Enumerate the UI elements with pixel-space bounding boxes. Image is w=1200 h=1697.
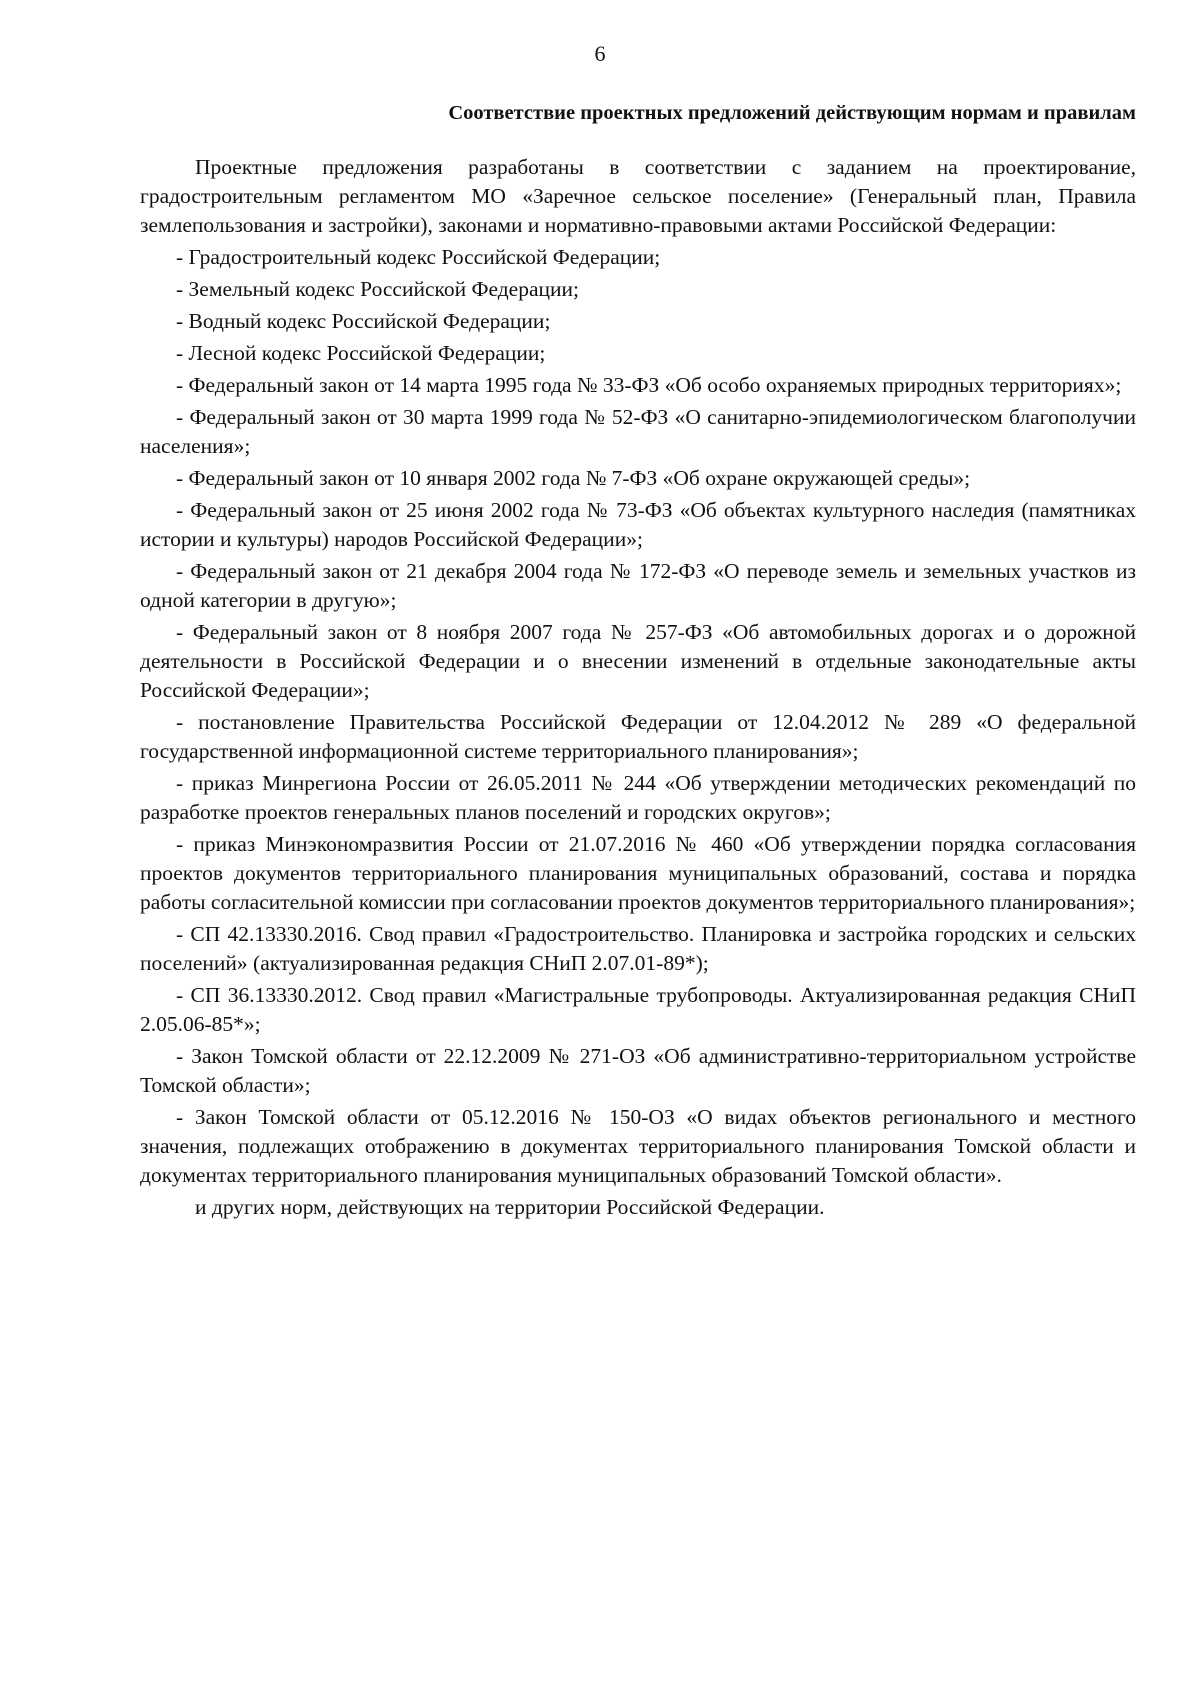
- list-item: - постановление Правительства Российской Федерации от 12.04.2012 № 289 «О федеральной государственной информационной системе территориального планирования»;: [140, 710, 1136, 763]
- list-item: - СП 36.13330.2012. Свод правил «Магистральные трубопроводы. Актуализированная редакция СНиП 2.05.06-85*»;: [140, 983, 1136, 1036]
- list-item: - Федеральный закон от 25 июня 2002 года № 73-ФЗ «Об объектах культурного наследия (памятниках истории и культуры) народов Российской Федерации»;: [140, 498, 1136, 551]
- list-item: - Федеральный закон от 10 января 2002 года № 7-ФЗ «Об охране окружающей среды»;: [176, 466, 971, 490]
- list-item: - СП 42.13330.2016. Свод правил «Градостроительство. Планировка и застройка городских и сельских поселений» (актуализированная редакция СНиП 2.07.01-89*);: [140, 922, 1136, 975]
- intro-paragraph: Проектные предложения разработаны в соответствии с заданием на проектирование, градостроительным регламентом МО «Заречное сельское поселение» (Генеральный план, Правила землепользования и застройки), законами и нормативно-правовыми актами Российской Федерации:: [140, 155, 1136, 237]
- legal-acts-list: [140, 240, 1136, 1190]
- list-item: - Земельный кодекс Российской Федерации;: [176, 277, 579, 301]
- list-item: - Градостроительный кодекс Российской Федерации;: [176, 245, 661, 269]
- document-body: [140, 153, 1136, 1222]
- list-item: - приказ Минрегиона России от 26.05.2011 № 244 «Об утверждении методических рекомендаций по разработке проектов генеральных планов поселений и городских округов»;: [140, 771, 1136, 824]
- list-item: - Федеральный закон от 8 ноября 2007 года № 257-ФЗ «Об автомобильных дорогах и о дорожной деятельности в Российской Федерации и о внесении изменений в отдельные законодательные акты Российской Федерации»;: [140, 620, 1136, 702]
- closing-paragraph: и других норм, действующих на территории Российской Федерации.: [195, 1195, 825, 1219]
- list-item: - Лесной кодекс Российской Федерации;: [176, 341, 546, 365]
- list-item: - Водный кодекс Российской Федерации;: [176, 309, 551, 333]
- list-item: - приказ Минэкономразвития России от 21.07.2016 № 460 «Об утверждении порядка согласования проектов документов территориального планирования муниципальных образований, состава и порядка работы согласительной комиссии при согласовании проектов документов территориального планирования»;: [140, 832, 1136, 914]
- page-number: 6: [594, 41, 606, 66]
- list-item: - Федеральный закон от 14 марта 1995 года № 33-ФЗ «Об особо охраняемых природных территориях»;: [176, 373, 1122, 397]
- section-title: Соответствие проектных предложений действующим нормам и правилам: [448, 102, 1136, 124]
- list-item: - Закон Томской области от 05.12.2016 № 150-ОЗ «О видах объектов регионального и местного значения, подлежащих отображению в документах территориального планирования Томской области и документах территориального планирования муниципальных образований Томской области».: [140, 1105, 1136, 1187]
- list-item: - Закон Томской области от 22.12.2009 № 271-ОЗ «Об административно-территориальном устройстве Томской области»;: [140, 1044, 1136, 1097]
- list-item: - Федеральный закон от 30 марта 1999 года № 52-ФЗ «О санитарно-эпидемиологическом благополучии населения»;: [140, 405, 1136, 458]
- list-item: - Федеральный закон от 21 декабря 2004 года № 172-ФЗ «О переводе земель и земельных участков из одной категории в другую»;: [140, 559, 1136, 612]
